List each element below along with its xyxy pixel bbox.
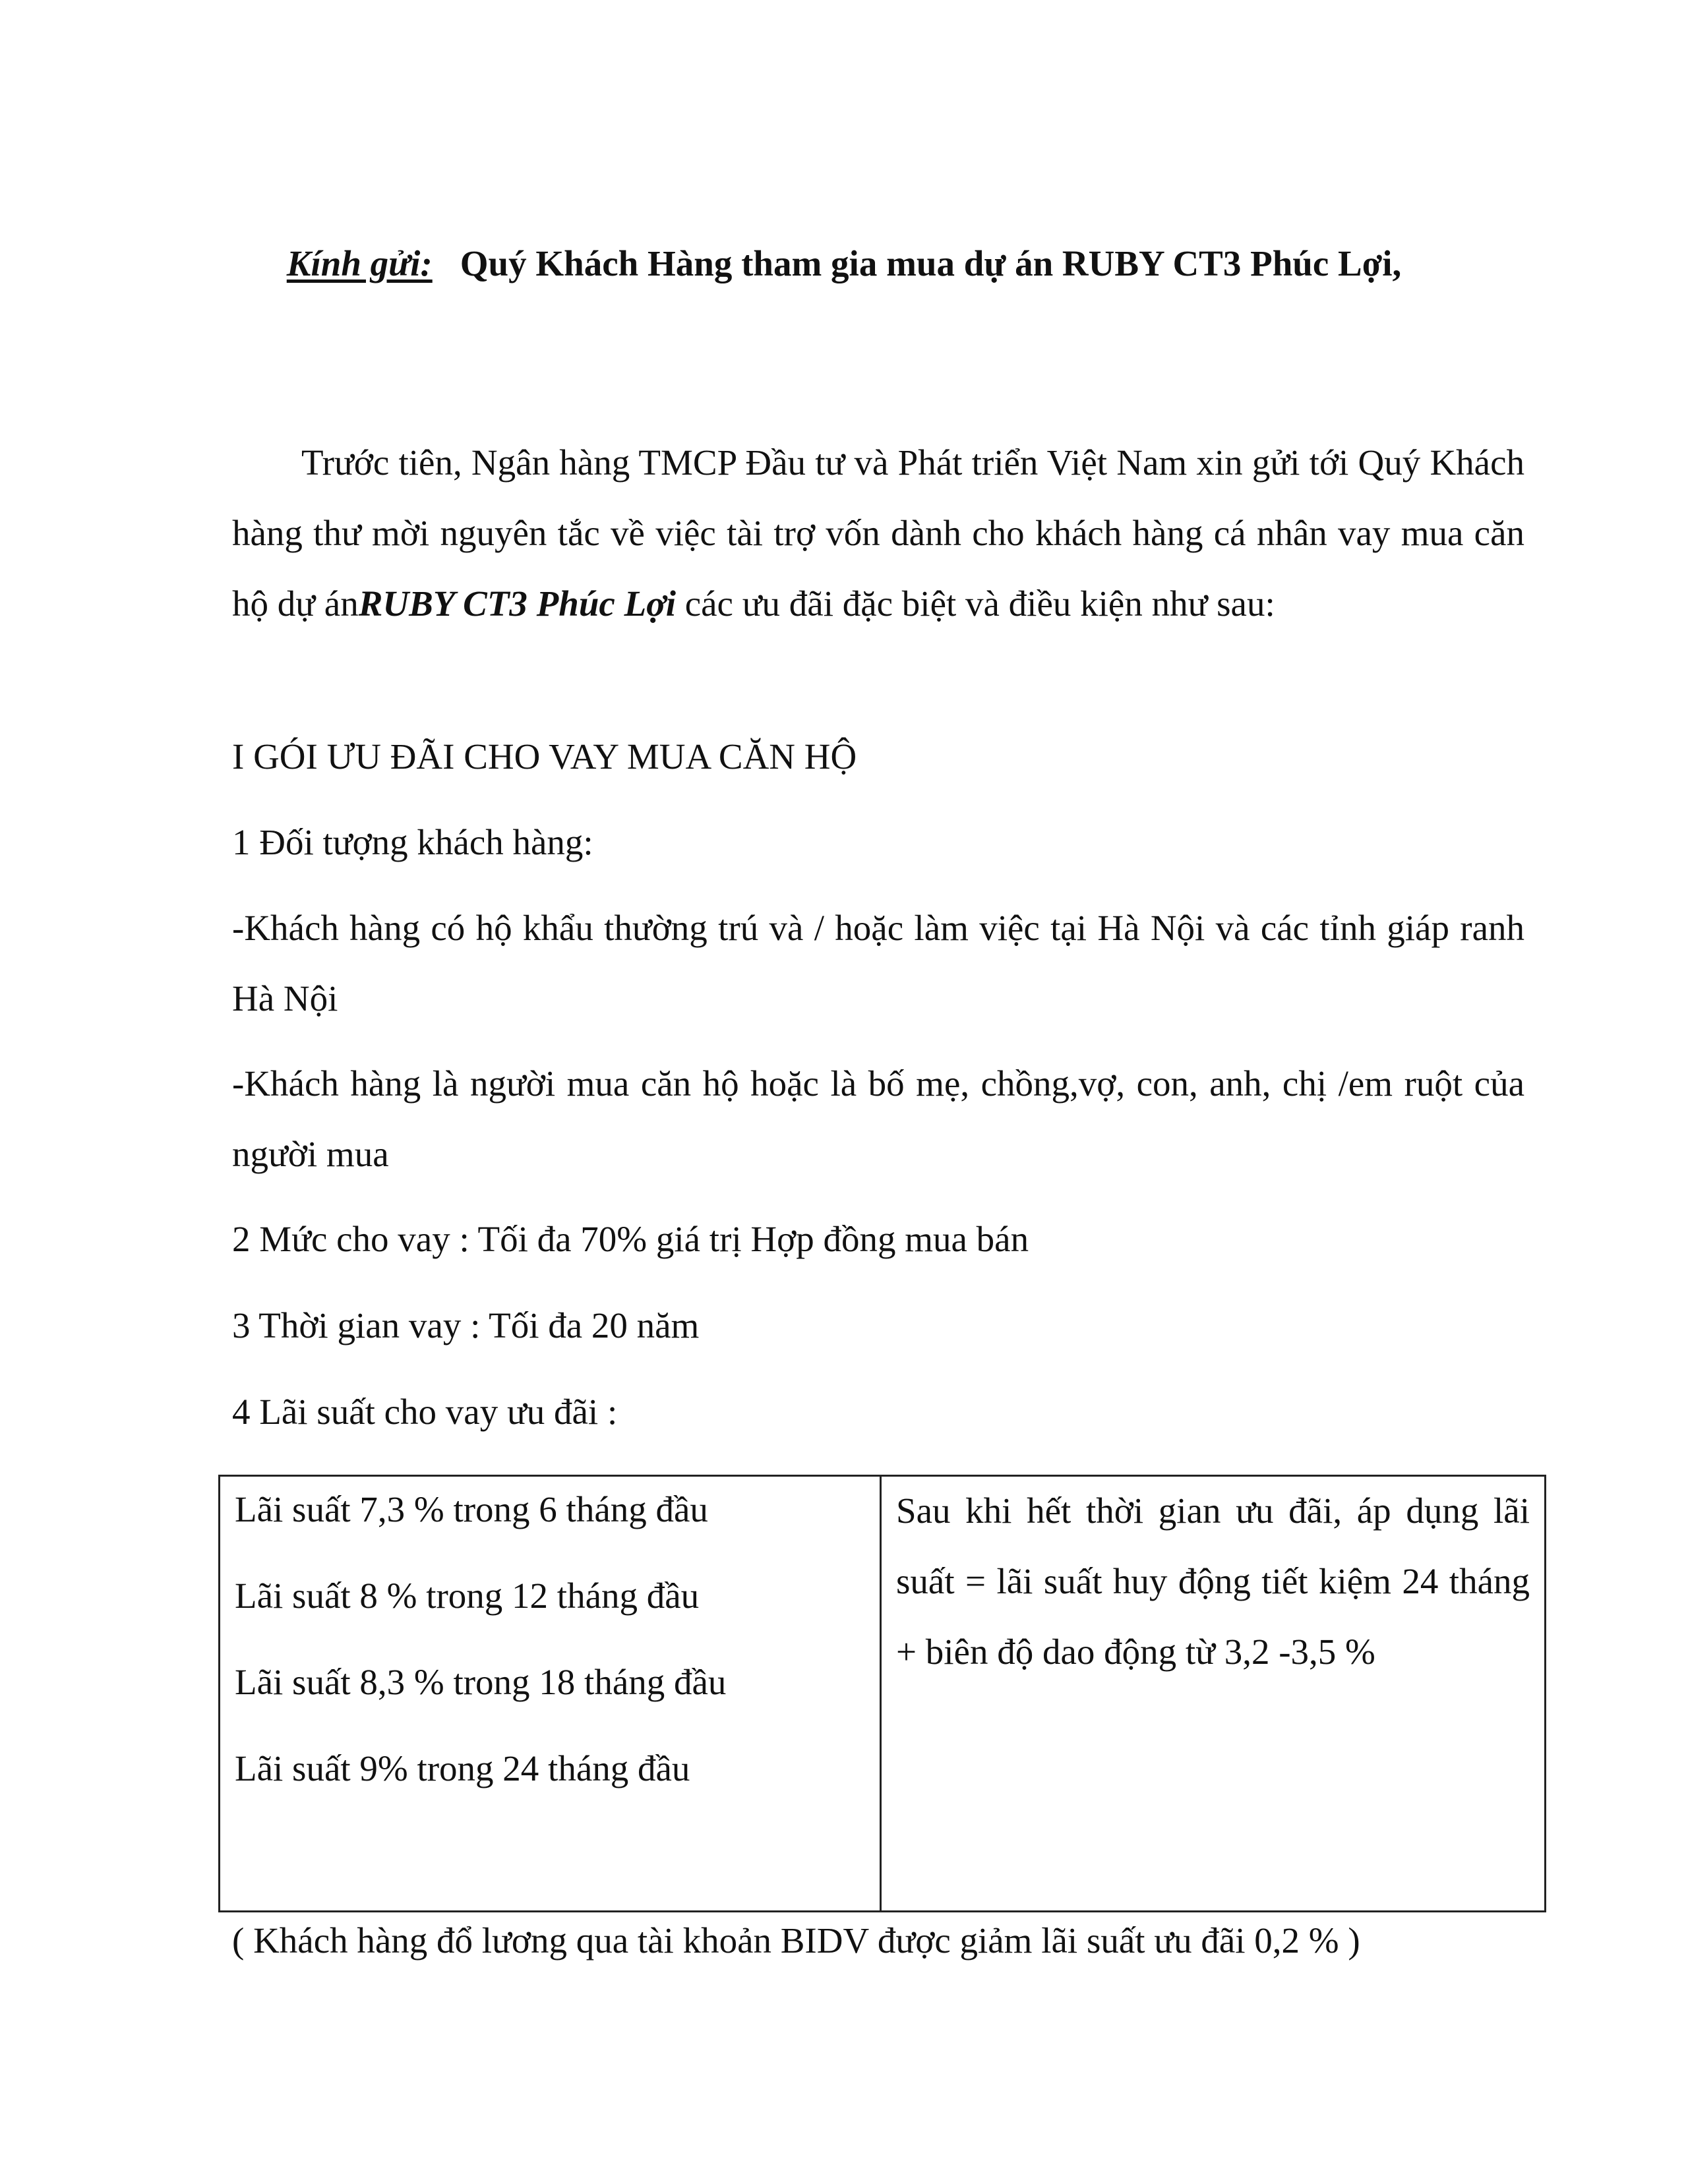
item1-bullet2: -Khách hàng là người mua căn hộ hoặc là bố mẹ, chồng,vợ, con, anh, chị /em ruột của người mua [232, 1063, 1524, 1174]
item2-loan-amount: 2 Mức cho vay : Tối đa 70% giá trị Hợp đồng mua bán [232, 1219, 1029, 1259]
rate-line: Lãi suất 9% trong 24 tháng đầu [235, 1748, 690, 1788]
intro-project-name: RUBY CT3 Phúc Lợi [358, 583, 676, 624]
intro-text-before: Trước tiên, Ngân hàng TMCP Đầu tư và Phát triển Việt Nam xin gửi tới Quý Khách hàng thư mời nguyên tắc về việc tài trợ vốn dành cho khách hàng cá nhân vay mua căn hộ dự án [232, 442, 1524, 624]
preferential-rates-cell [220, 1476, 881, 1912]
salutation-recipient: Quý Khách Hàng tham gia mua dự án RUBY CT3 Phúc Lợi, [460, 243, 1402, 283]
section-title: I GÓI ƯU ĐÃI CHO VAY MUA CĂN HỘ [232, 736, 857, 777]
salary-discount-note: ( Khách hàng đổ lương qua tài khoản BIDV được giảm lãi suất ưu đãi 0,2 % ) [232, 1920, 1360, 1961]
intro-paragraph [232, 427, 1524, 639]
item1-bullet1: -Khách hàng có hộ khẩu thường trú và / hoặc làm việc tại Hà Nội và các tỉnh giáp ranh Hà Nội [232, 908, 1524, 1018]
interest-rate-table [218, 1475, 1546, 1912]
salutation [0, 237, 1688, 290]
rate-line: Lãi suất 8,3 % trong 18 tháng đầu [235, 1662, 727, 1702]
table-row [220, 1476, 1546, 1912]
post-promotion-rate-text: Sau khi hết thời gian ưu đãi, áp dụng lãi suất = lãi suất huy động tiết kiệm 24 tháng + biên độ dao động từ 3,2 -3,5 % [896, 1490, 1530, 1672]
item4-interest-heading: 4 Lãi suất cho vay ưu đãi : [232, 1392, 618, 1432]
item3-loan-term: 3 Thời gian vay : Tối đa 20 năm [232, 1305, 700, 1345]
intro-text-after: các ưu đãi đặc biệt và điều kiện như sau: [675, 583, 1275, 624]
post-promotion-rate-cell [881, 1476, 1546, 1912]
item1-heading: 1 Đối tượng khách hàng: [232, 822, 593, 862]
rate-line: Lãi suất 8 % trong 12 tháng đầu [235, 1576, 700, 1616]
rate-line: Lãi suất 7,3 % trong 6 tháng đầu [235, 1489, 708, 1529]
salutation-greeting: Kính gửi: [286, 243, 433, 283]
